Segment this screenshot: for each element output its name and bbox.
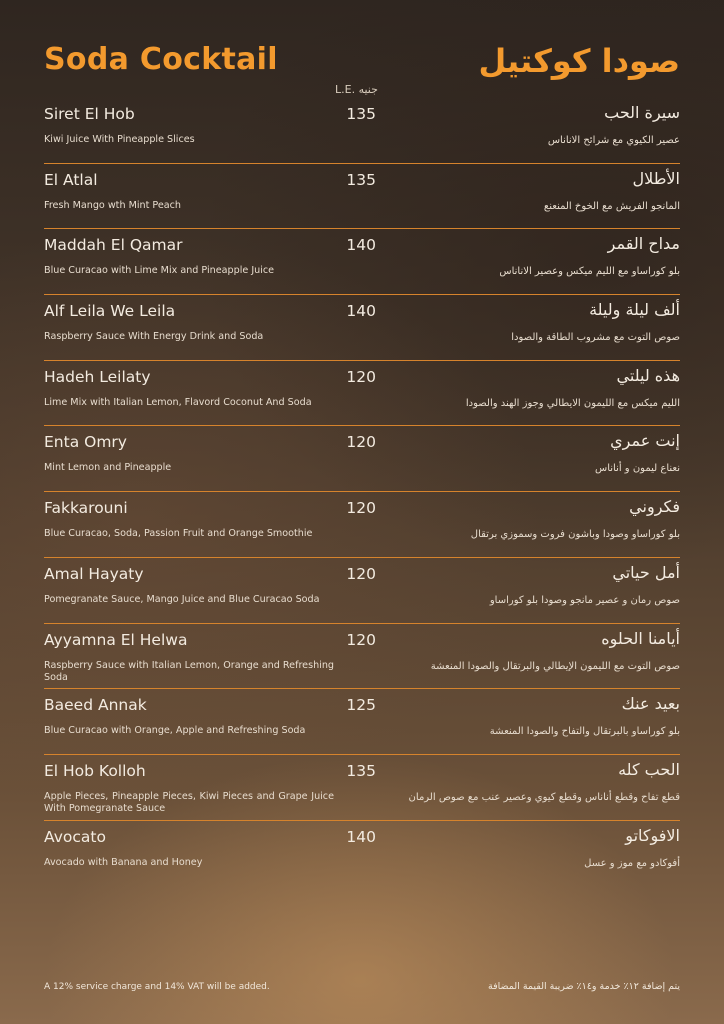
item-name-en: Enta Omry [44,433,127,452]
item-description-en: Blue Curacao with Orange, Apple and Refreshing Soda [44,725,306,737]
menu-item [0,295,724,361]
item-description-ar: أفوكادو مع موز و عسل [584,857,680,869]
menu-item [0,755,724,821]
item-description-en: Lime Mix with Italian Lemon, Flavord Coconut And Soda [44,396,312,408]
item-description-ar: الليم ميكس مع الليمون الايطالي وجوز الهند والصودا [465,397,680,409]
item-name-ar: هذه ليلتي [616,365,680,385]
item-description-en: Apple Pieces, Pineapple Pieces, Kiwi Pieces and Grape Juice With Pomegranate Sauce [44,790,334,815]
menu-item [0,492,724,558]
item-description-ar: المانجو الفريش مع الخوخ المنعنع [543,200,680,212]
item-description-ar: نعناع ليمون و أناناس [594,463,680,475]
item-price: 120 [346,630,376,649]
item-price: 140 [346,827,376,846]
item-price: 135 [346,761,376,780]
item-name-ar: الأطلال [632,168,680,188]
item-price: 120 [346,564,376,583]
menu-item [0,821,724,887]
item-name-en: Maddah El Qamar [44,236,183,255]
item-name-ar: أيامنا الحلوه [601,628,680,648]
item-description-ar: قطع تفاح وقطع أناناس وقطع كيوي وعصير عنب مع صوص الرمان [408,791,680,803]
item-name-ar: ألف ليلة وليلة [589,300,680,320]
item-price: 135 [346,105,376,123]
menu-item [0,426,724,492]
item-description-ar: صوص التوت مع مشروب الطاقة والصودا [511,332,680,344]
item-description-en: Avocado with Banana and Honey [44,856,203,868]
menu-list [0,98,724,886]
menu-item [0,361,724,427]
item-name-ar: فكروني [629,497,680,517]
item-description-ar: صوص رمان و عصير مانجو وصودا بلو كوراساو [489,594,680,606]
item-price: 120 [346,433,376,452]
item-description-ar: صوص التوت مع الليمون الإيطالي والبرتقال والصودا المنعشة [430,660,680,672]
menu-item [0,624,724,690]
item-name-ar: مداح القمر [607,234,680,254]
item-name-ar: الحب كله [618,759,680,779]
item-price: 120 [346,367,376,386]
item-description-ar: بلو كوراساو وصودا وباشون فروت وسموزي برتقال [470,529,680,541]
currency-label: L.E. جنيه [335,83,378,96]
item-name-ar: إنت عمري [610,431,680,451]
item-name-en: Hadeh Leilaty [44,367,151,386]
item-name-en: Ayyamna El Helwa [44,630,188,649]
item-description-en: Raspberry Sauce With Energy Drink and Soda [44,331,264,343]
item-name-en: Fakkarouni [44,499,128,518]
item-price: 120 [346,499,376,518]
item-name-ar: الافوكاتو [625,825,680,845]
item-price: 140 [346,302,376,321]
item-name-en: El Atlal [44,170,98,189]
menu-item [0,164,724,230]
page-title-en: Soda Cocktail [44,42,278,77]
item-description-en: Blue Curacao, Soda, Passion Fruit and Orange Smoothie [44,528,313,540]
item-description-en: Fresh Mango wth Mint Peach [44,199,181,211]
footer-note-en: A 12% service charge and 14% VAT will be added. [44,982,270,992]
item-name-en: Siret El Hob [44,105,135,123]
item-price: 125 [346,696,376,715]
item-description-ar: بلو كوراساو بالبرتقال والتفاح والصودا المنعشة [489,726,680,738]
item-name-en: Alf Leila We Leila [44,302,176,321]
item-description-ar: عصير الكيوي مع شرائح الاناناس [547,135,680,146]
item-name-ar: أمل حياتي [612,562,680,582]
menu-item [0,558,724,624]
item-price: 140 [346,236,376,255]
item-name-en: Avocato [44,827,106,846]
item-description-en: Pomegranate Sauce, Mango Juice and Blue Curacao Soda [44,593,320,605]
item-name-ar: بعيد عنك [621,694,680,714]
item-description-en: Blue Curacao with Lime Mix and Pineapple Juice [44,265,275,277]
item-name-en: El Hob Kolloh [44,761,146,780]
footer-note-ar: يتم إضافة ١٢٪ خدمة و١٤٪ ضريبة القيمة المضافة [488,981,680,992]
item-description-en: Kiwi Juice With Pineapple Slices [44,134,195,145]
item-name-ar: سيرة الحب [604,103,680,122]
menu-item [0,229,724,295]
menu-item [0,98,724,164]
page-title-ar: صودا كوكتيل [478,42,680,80]
item-name-en: Baeed Annak [44,696,147,715]
item-name-en: Amal Hayaty [44,564,144,583]
menu-item [0,689,724,755]
item-description-en: Mint Lemon and Pineapple [44,462,172,474]
item-description-ar: بلو كوراساو مع الليم ميكس وعصير الاناناس [499,266,680,278]
item-description-en: Raspberry Sauce with Italian Lemon, Orange and Refreshing Soda [44,659,334,683]
item-price: 135 [346,170,376,189]
